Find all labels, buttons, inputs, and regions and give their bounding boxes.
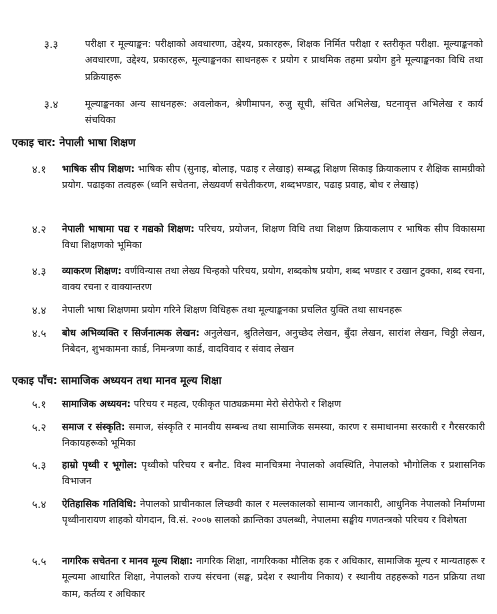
item-body: अनुलेखन, श्रुतिलेखन, अनुच्छेद लेखन, बुँदा लेखन, सारांश लेखन, चिठ्ठी लेखन, निबेदन, शुभकामना कार्ड, निमन्त्रणा कार्ड, वादविवाद र संवाद लेखन (62, 328, 485, 356)
item-heading: समाज र संस्कृति: (62, 422, 126, 433)
item-text (62, 397, 485, 413)
item-body: पृथ्वीको परिचय र बनौट. विश्व मानचित्रमा नेपालको अवस्थिति, नेपालको भौगोलिक र प्रशासनिक विभाजन (62, 460, 485, 488)
unit-five-heading: एकाइ पाँच: सामाजिक अध्ययन तथा मानव मूल्य शिक्षा (12, 375, 222, 387)
item-text (62, 458, 485, 491)
item-text (62, 554, 485, 603)
item-number: ३.४ (44, 99, 59, 111)
item-text (62, 326, 485, 359)
item-text (62, 420, 485, 453)
item-text (62, 222, 485, 255)
item-text (62, 264, 485, 297)
item-number: ४.२ (32, 224, 47, 236)
item-body: परिचय र महत्व, एकीकृत पाठ्यक्रममा मेरो सेरोफेरो र शिक्षण (130, 399, 342, 410)
item-body: परिचय, प्रयोजन, शिक्षण विधि तथा शिक्षण क्रियाकलाप र भाषिक सीप विकासमा विधा शिक्षणको भूमिका (62, 224, 485, 252)
item-heading: नागरिक सचेतना र मानव मूल्य शिक्षा: (62, 556, 193, 567)
item-text (85, 97, 483, 130)
item-number: ५.५ (32, 556, 47, 568)
item-number: ३.३ (44, 39, 59, 51)
item-text (62, 497, 485, 530)
item-heading: व्याकरण शिक्षण: (62, 266, 122, 277)
item-number: ५.२ (32, 422, 47, 434)
item-body: परीक्षा र मूल्याङ्कन: परीक्षाको अवधारणा, उद्देश्य, प्रकारहरू, शिक्षक निर्मित परीक्षा र स्तरीकृत परीक्षा. मूल्याङ्कनको अवधारणा, उद्देश्य, प्रकारहरू, मूल्याङ्कनका साधनहरू र प्रयोग र प्राथमिक तहमा प्रयोग हुने मूल्याङ्कनका विधि तथा प्रक्रियाहरू (85, 39, 483, 83)
item-number: ५.४ (32, 499, 47, 511)
item-number: ४.४ (32, 305, 47, 317)
item-heading: ऐतिहासिक गतिविधि: (62, 499, 137, 510)
item-body: वर्णविन्यास तथा लेख्य चिन्हको परिचय, प्रयोग, शब्दकोष प्रयोग, शब्द भण्डार र उखान टुक्का, शब्द रचना, वाक्य रचना र वाक्यान्तरण (62, 266, 485, 294)
item-body: नेपालको प्राचीनकाल लिच्छवी काल र मल्लकालको सामान्य जानकारी, आधुनिक नेपालको निर्माणमा पृथ्वीनारायण शाहको योगदान, वि.सं. २००७ सालको क्रान्तिका उपलब्धी, नेपालमा सङ्घीय गणतन्त्रको परिचय र विशेषता (62, 499, 485, 527)
item-number: ४.१ (32, 164, 47, 176)
item-number: ५.३ (32, 460, 47, 472)
item-body: मूल्याङ्कनका अन्य साधनहरू: अवलोकन, श्रेणीमापन, रुजु सूची, संचित अभिलेख, घटनावृत्त अभिलेख र कार्य संचयिका (85, 99, 483, 127)
item-heading: भाषिक सीप शिक्षण: (62, 164, 135, 175)
item-heading: बोध अभिव्यक्ति र सिर्जनात्मक लेखन: (62, 328, 200, 339)
item-number: ५.१ (32, 399, 47, 411)
item-number: ४.३ (32, 266, 47, 278)
item-body: नेपाली भाषा शिक्षणमा प्रयोग गरिने शिक्षण विधिहरू तथा मूल्याङ्कनका प्रचलित युक्ति तथा साधनहरू (62, 305, 402, 316)
item-heading: हाम्रो पृथ्वी र भूगोल: (62, 460, 138, 471)
item-body: भाषिक सीप (सुनाइ, बोलाइ, पढाइ र लेखाइ) सम्बद्ध शिक्षण सिकाइ क्रियाकलाप र शैक्षिक सामग्रीको प्रयोग. पढाइका तत्वहरू (ध्वनि सचेतना, लेख्यवर्ण सचेतीकरण, शब्दभण्डार, पढाइ प्रवाह, बोध र लेखाइ) (62, 164, 485, 192)
item-number: ४.५ (32, 328, 47, 340)
item-text (85, 37, 483, 86)
item-body: नागरिक शिक्षा, नागरिकका मौलिक हक र अधिकार, सामाजिक मूल्य र मान्यताहरू र मूल्यमा आधारित शिक्षा, नेपालको राज्य संरचना (सङ्घ, प्रदेश र स्थानीय निकाय) र स्थानीय तहहरूको गठन प्रक्रिया तथा काम, कर्तव्य र अधिकार (62, 556, 485, 600)
item-body: समाज, संस्कृति र मानवीय सम्बन्ध तथा सामाजिक समस्या, कारण र समाधानमा सरकारी र गैरसरकारी निकायहरूको भूमिका (62, 422, 485, 450)
unit-four-heading: एकाइ चार: नेपाली भाषा शिक्षण (12, 137, 136, 149)
item-heading: नेपाली भाषामा पद्य र गद्यको शिक्षण: (62, 224, 195, 235)
item-text (62, 303, 485, 319)
item-text (62, 162, 485, 195)
item-heading: सामाजिक अध्ययन: (62, 399, 131, 410)
